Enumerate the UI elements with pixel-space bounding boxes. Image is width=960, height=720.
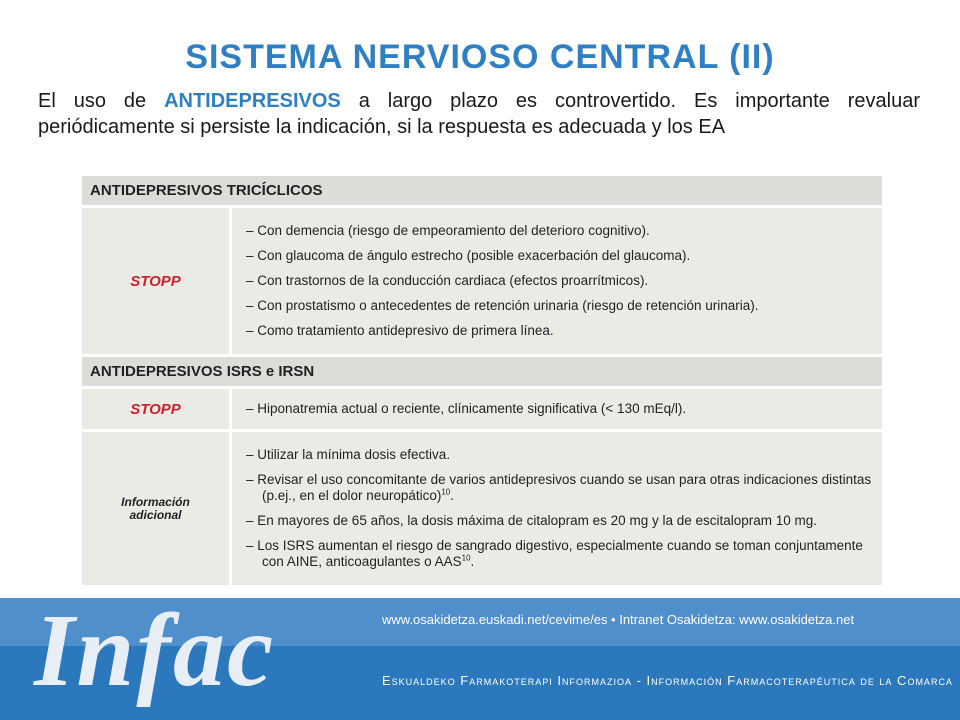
info-label-line: Información bbox=[121, 494, 190, 509]
intro-paragraph bbox=[38, 88, 920, 140]
item-text-end: . bbox=[450, 488, 455, 503]
list-item: – Hiponatremia actual o reciente, clínicamente significativa (< 130 mEq/l). bbox=[246, 401, 687, 416]
list-item: – Con demencia (riesgo de empeoramiento del deterioro cognitivo). bbox=[246, 223, 650, 238]
list-item: – Como tratamiento antidepresivo de primera línea. bbox=[246, 323, 554, 338]
row-content-cell bbox=[232, 208, 882, 354]
row-content-cell bbox=[232, 389, 882, 429]
list-item: – Utilizar la mínima dosis efectiva. bbox=[246, 447, 451, 462]
item-text-end: . bbox=[470, 554, 475, 569]
recommendations-table bbox=[82, 176, 882, 585]
list-item: – Con trastornos de la conducción cardiaca (efectos proarrítmicos). bbox=[246, 273, 649, 288]
page-title: SISTEMA NERVIOSO CENTRAL (II) bbox=[185, 38, 775, 76]
row-label-cell bbox=[82, 389, 229, 429]
row-label-cell bbox=[82, 432, 229, 585]
intro-text-end: a largo plazo es controvertido. Es importante revaluar periódicamente si persiste la indicación, si la respuesta es adecuada y los EA bbox=[38, 90, 920, 138]
info-label bbox=[121, 496, 190, 522]
stopp-label: STOPP bbox=[130, 272, 181, 290]
list-item bbox=[246, 472, 872, 504]
list-item: – Con prostatismo o antecedentes de retención urinaria (riesgo de retención urinaria). bbox=[246, 298, 759, 313]
list-item bbox=[246, 538, 872, 570]
footer-urls: www.osakidetza.euskadi.net/cevime/es • Intranet Osakidetza: www.osakidetza.net bbox=[382, 612, 855, 627]
row-content-cell bbox=[232, 432, 882, 585]
intro-text-start: El uso de bbox=[38, 90, 165, 112]
reference-number: 10 bbox=[461, 553, 471, 563]
row-label-cell bbox=[82, 208, 229, 354]
section-header-isrs: ANTIDEPRESIVOS ISRS e IRSN bbox=[82, 357, 882, 386]
footer-tagline: Eskualdeko Farmakoterapi Informazioa - Información Farmacoterapéutica de la Comarca bbox=[382, 673, 953, 688]
reference-number: 10 bbox=[441, 487, 451, 497]
list-item: – En mayores de 65 años, la dosis máxima de citalopram es 20 mg y la de escitalopram 10 mg. bbox=[246, 513, 818, 528]
row-tricyclics-stopp bbox=[82, 208, 882, 354]
stopp-label: STOPP bbox=[130, 400, 181, 418]
row-isrs-info bbox=[82, 432, 882, 585]
infac-logo: Infac bbox=[34, 593, 276, 708]
section-header-tricyclics: ANTIDEPRESIVOS TRICÍCLICOS bbox=[82, 176, 882, 205]
list-item: – Con glaucoma de ángulo estrecho (posible exacerbación del glaucoma). bbox=[246, 248, 691, 263]
row-isrs-stopp bbox=[82, 389, 882, 429]
item-text: – Revisar el uso concomitante de varios antidepresivos cuando se usan para otras indicaciones distintas (p.ej., en el dolor neuropático) bbox=[246, 472, 872, 503]
intro-highlight: ANTIDEPRESIVOS bbox=[164, 90, 341, 112]
info-label-line: adicional bbox=[129, 507, 182, 522]
item-text: – Los ISRS aumentan el riesgo de sangrado digestivo, especialmente cuando se toman conjuntamente con AINE, anticoagulantes o AAS bbox=[246, 538, 863, 569]
